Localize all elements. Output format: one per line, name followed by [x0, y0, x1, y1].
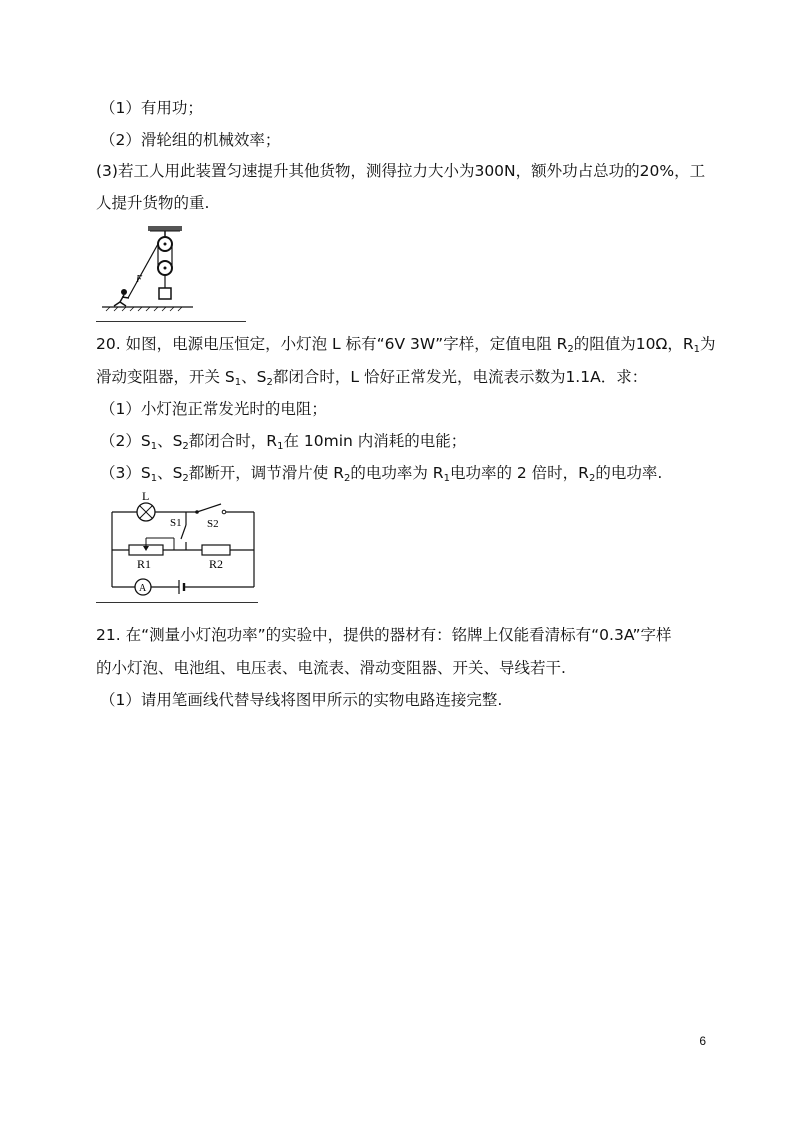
force-label-F: F — [136, 274, 143, 285]
resistor-r2 — [202, 545, 230, 555]
s1-label: S1 — [170, 517, 182, 529]
battery-symbol — [179, 580, 184, 594]
separator-line — [96, 602, 258, 603]
page-number: 6 — [699, 1034, 706, 1048]
s2-label: S2 — [207, 518, 219, 530]
ammeter-label: A — [139, 583, 147, 594]
q21-line1: 21. 在“测量小灯泡功率”的实验中，提供的器材有：铭牌上仅能看清标有“0.3A”字样 — [96, 626, 672, 644]
circuit-diagram — [104, 490, 264, 598]
q19-item-3-line2: 人提升货物的重. — [96, 194, 210, 212]
ammeter-symbol — [135, 579, 151, 595]
q20-intro-line2: 滑动变阻器，开关 $S_1$、$S_2$都闭合时，L 恰好正常发光，电流表示数为1.1A．求： — [96, 368, 648, 388]
r2-label: R2 — [209, 557, 224, 571]
q19-item-2: （2）滑轮组的机械效率； — [100, 131, 281, 149]
r1-label: R1 — [137, 557, 152, 571]
lamp-symbol — [137, 503, 155, 521]
q21-item-1: （1）请用笔画线代替导线将图甲所示的实物电路连接完整. — [100, 691, 503, 709]
rheostat-r1 — [129, 538, 174, 555]
q20-intro-line1: 20. 如图，电源电压恒定，小灯泡 L 标有“6V 3W”字样，定值电阻 $R_2$的阻值为10Ω，$R_1$为 — [96, 335, 716, 355]
separator-line — [96, 321, 246, 322]
q20-item-2: $(2)S_1$、$S_2$都闭合时，$R_1$在 10min 内消耗的电能； — [100, 432, 467, 452]
q19-item-1: （1）有用功； — [100, 99, 203, 117]
lamp-label: L — [142, 490, 150, 503]
q20-item-3: $(3)S_1$、$S_2$都断开，调节滑片使 $R_2$的电功率为 $R_1$电功率的 2 倍时，$R_2$的电功率. — [100, 464, 663, 484]
q19-item-3-line1: (3)若工人用此装置匀速提升其他货物，测得拉力大小为300N，额外功占总功的20%，工 — [96, 162, 706, 180]
q21-line2: 的小灯泡、电池组、电压表、电流表、滑动变阻器、开关、导线若干. — [96, 659, 566, 677]
q20-item-1: （1）小灯泡正常发光时的电阻； — [100, 400, 327, 418]
pulley-figure — [100, 222, 195, 314]
